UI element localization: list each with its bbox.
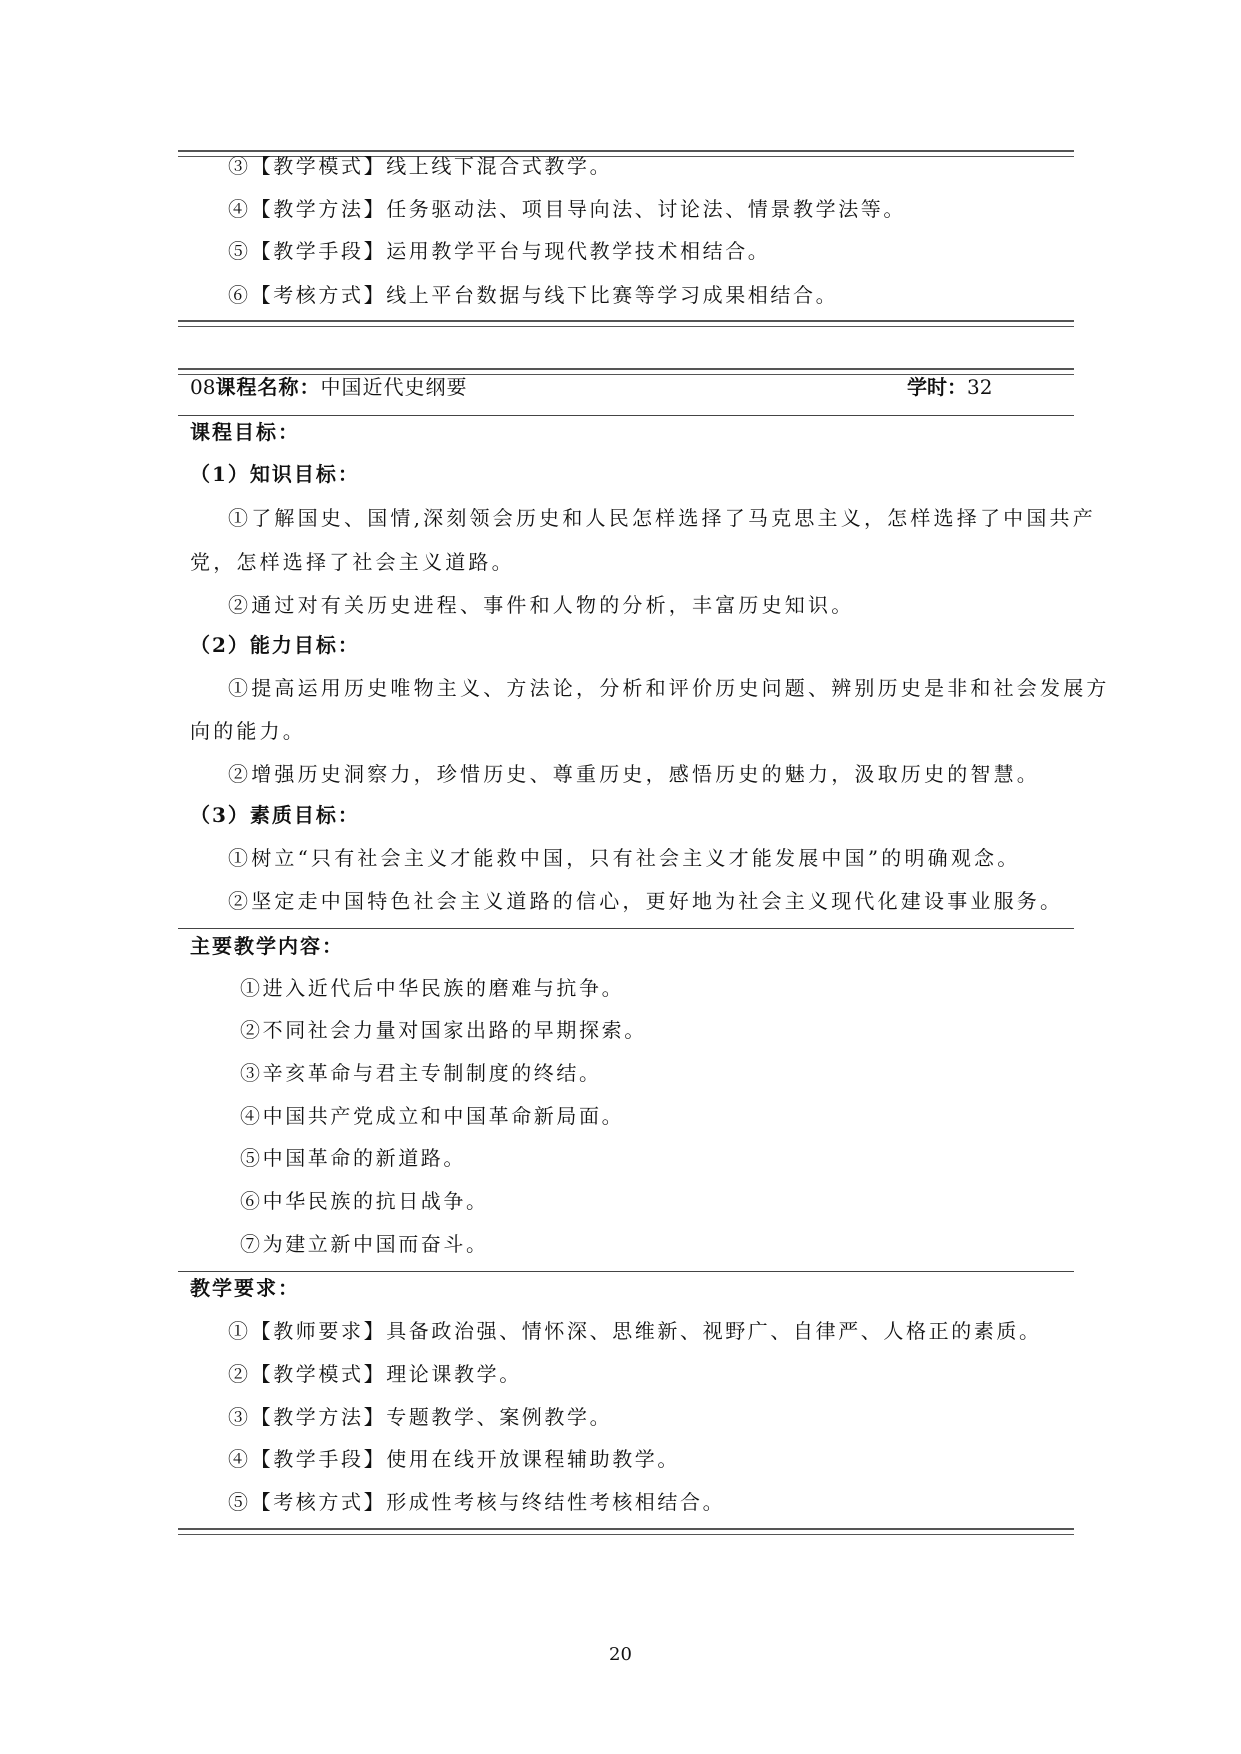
knowledge-heading: （1）知识目标： [190, 462, 360, 486]
content-item-2: ②不同社会力量对国家出路的早期探索。 [240, 1018, 647, 1042]
course-name-label: 课程名称： [215, 375, 321, 399]
content-item-4: ④中国共产党成立和中国革命新局面。 [240, 1104, 625, 1128]
course-hours-row [907, 375, 992, 399]
course-hours: 32 [967, 375, 993, 399]
ability-item-2: ②增强历史洞察力，珍惜历史、尊重历史，感悟历史的魅力，汲取历史的智慧。 [228, 762, 1040, 786]
requirement-item-3: ③【教学方法】专题教学、案例教学。 [228, 1405, 613, 1429]
quality-item-2: ②坚定走中国特色社会主义道路的信心，更好地为社会主义现代化建设事业服务。 [228, 889, 1064, 913]
content-item-1: ①进入近代后中华民族的磨难与抗争。 [240, 976, 625, 1000]
top-item-3: ③【教学模式】线上线下混合式教学。 [228, 154, 613, 178]
objectives-heading: 课程目标： [190, 420, 300, 444]
knowledge-item-1: ①了解国史、国情,深刻领会历史和人民怎样选择了马克思主义，怎样选择了中国共产 [228, 506, 1096, 530]
bottom-divider [178, 1528, 1074, 1535]
knowledge-item-1-cont: 党，怎样选择了社会主义道路。 [190, 550, 515, 574]
content-item-7: ⑦为建立新中国而奋斗。 [240, 1232, 489, 1256]
course-header-rule [178, 415, 1074, 416]
requirement-item-1: ①【教师要求】具备政治强、情怀深、思维新、视野广、自律严、人格正的素质。 [228, 1319, 1042, 1343]
knowledge-item-2: ②通过对有关历史进程、事件和人物的分析，丰富历史知识。 [228, 593, 855, 617]
quality-heading: （3）素质目标： [190, 803, 360, 827]
requirement-item-5: ⑤【考核方式】形成性考核与终结性考核相结合。 [228, 1490, 726, 1514]
objectives-rule [178, 928, 1074, 929]
content-item-5: ⑤中国革命的新道路。 [240, 1146, 466, 1170]
page-number: 20 [609, 1644, 632, 1665]
top-item-5: ⑤【教学手段】运用教学平台与现代教学技术相结合。 [228, 239, 771, 263]
ability-heading: （2）能力目标： [190, 633, 360, 657]
requirement-item-4: ④【教学手段】使用在线开放课程辅助教学。 [228, 1447, 680, 1471]
requirements-heading: 教学要求： [190, 1276, 300, 1300]
course-header-divider [178, 368, 1074, 375]
content-rule [178, 1271, 1074, 1272]
ability-item-1-cont: 向的能力。 [190, 719, 306, 743]
course-title-row [190, 375, 467, 399]
quality-item-1: ①树立“只有社会主义才能救中国，只有社会主义才能发展中国”的明确观念。 [228, 846, 1021, 870]
section-end-divider [178, 320, 1074, 327]
course-name: 中国近代史纲要 [320, 375, 468, 399]
course-hours-label: 学时： [907, 375, 967, 399]
content-heading: 主要教学内容： [190, 934, 344, 958]
content-item-3: ③辛亥革命与君主专制制度的终结。 [240, 1061, 602, 1085]
content-item-6: ⑥中华民族的抗日战争。 [240, 1189, 489, 1213]
requirement-item-2: ②【教学模式】理论课教学。 [228, 1362, 522, 1386]
course-number: 08 [190, 375, 216, 399]
top-item-6: ⑥【考核方式】线上平台数据与线下比赛等学习成果相结合。 [228, 283, 839, 307]
ability-item-1: ①提高运用历史唯物主义、方法论，分析和评价历史问题、辨别历史是非和社会发展方 [228, 676, 1110, 700]
top-item-4: ④【教学方法】任务驱动法、项目导向法、讨论法、情景教学法等。 [228, 197, 906, 221]
